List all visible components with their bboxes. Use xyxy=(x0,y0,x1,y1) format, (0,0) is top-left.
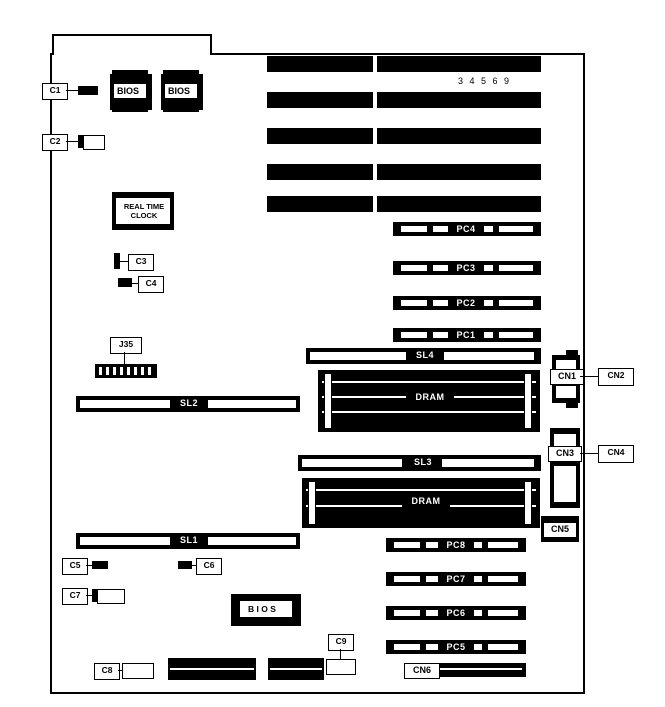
callout-cn2: CN2 xyxy=(598,368,634,386)
j35-pin-4 xyxy=(120,367,123,375)
j35-pin-6 xyxy=(134,367,137,375)
real-time-clock-label: REAL TIME CLOCK xyxy=(123,202,165,220)
j35-pin-8 xyxy=(148,367,151,375)
isa-slot-sl2-label: SL2 xyxy=(170,398,208,409)
bottom-pin-field-2-gap xyxy=(270,668,322,670)
leader-c2 xyxy=(66,141,78,142)
callout-c7: C7 xyxy=(62,588,88,605)
dram-bank-2-end-right xyxy=(524,481,532,525)
pci-slot-pc6-label: PC6 xyxy=(438,608,474,619)
j35-pin-5 xyxy=(127,367,130,375)
j35-pin-3 xyxy=(113,367,116,375)
callout-c5: C5 xyxy=(62,558,88,575)
callout-c9: C9 xyxy=(328,634,354,651)
dram-bank-1-end-left xyxy=(324,373,332,429)
callout-c4: C4 xyxy=(138,276,164,293)
leader-c1 xyxy=(66,90,78,91)
pci-slot-pc8-label: PC8 xyxy=(438,540,474,551)
bios-chip-2-pins-bottom xyxy=(163,108,199,112)
memory-bank-bar-1 xyxy=(267,56,541,72)
cn1-label: CN1 xyxy=(550,369,584,385)
callout-c6: C6 xyxy=(196,558,222,575)
callout-c8: C8 xyxy=(94,663,120,680)
bios-chip-2-pins-top xyxy=(163,70,199,74)
bios-chip-1-pins-top xyxy=(112,70,148,74)
pci-slot-pc3-label: PC3 xyxy=(448,263,484,274)
pci-slot-pc4-label: PC4 xyxy=(448,224,484,235)
dram-bank-1-end-right xyxy=(524,373,532,429)
leader-cn4 xyxy=(580,453,598,454)
dram-bank-1-row-gap-3 xyxy=(322,411,536,413)
j35-pin-1 xyxy=(99,367,102,375)
isa-slot-sl4-label: SL4 xyxy=(406,350,444,361)
j35-pin-2 xyxy=(106,367,109,375)
leader-j35 xyxy=(124,352,125,364)
pci-slot-pc2-label: PC2 xyxy=(448,298,484,309)
dram-bank-2-label: DRAM xyxy=(402,496,450,507)
c1-connector xyxy=(78,86,98,95)
callout-c1: C1 xyxy=(42,83,68,100)
pci-slot-pc7-label: PC7 xyxy=(438,574,474,585)
dram-bank-1-label: DRAM xyxy=(406,392,454,403)
dram-bank-2-end-left xyxy=(308,481,316,525)
cn1-tab-top xyxy=(566,350,578,355)
bottom-pin-field-1-gap xyxy=(170,668,254,670)
isa-slot-sl3-label: SL3 xyxy=(404,457,442,468)
c8-connector xyxy=(122,663,154,679)
pci-slot-pc5-label: PC5 xyxy=(438,642,474,653)
isa-slot-sl1-label: SL1 xyxy=(170,535,208,546)
cn1-connector-inner2 xyxy=(556,386,576,398)
leader-c3 xyxy=(120,261,128,262)
memory-bank-bar-4 xyxy=(267,164,541,180)
bios-chip-bottom-label: B I O S xyxy=(248,604,276,614)
callout-cn4: CN4 xyxy=(598,445,634,463)
board-label-numbers: 3 4 5 6 9 xyxy=(458,76,512,86)
callout-c2: C2 xyxy=(42,134,68,151)
j35-pin-7 xyxy=(141,367,144,375)
memory-bank-bar-2 xyxy=(267,92,541,108)
cn3-connector-inner2 xyxy=(554,466,576,502)
bios-chip-1-pins-bottom xyxy=(112,108,148,112)
c2-connector-body xyxy=(83,135,105,150)
pci-slot-pc1-label: PC1 xyxy=(448,330,484,341)
c7-connector-body xyxy=(97,589,125,604)
memory-bank-bar-5 xyxy=(267,196,541,212)
cn3-label: CN3 xyxy=(548,446,582,462)
board-notch-step xyxy=(210,34,212,55)
c5-connector xyxy=(92,561,108,569)
dram-bank-2-row-gap-1 xyxy=(306,489,536,491)
bios-chip-1-label: BIOS xyxy=(117,86,140,96)
board-notch-cover xyxy=(54,51,210,56)
bios-chip-2-label: BIOS xyxy=(168,86,191,96)
dram-bank-1-row-gap-1 xyxy=(322,381,536,383)
cn6-label: CN6 xyxy=(404,663,440,679)
cn3-connector-inner xyxy=(554,434,576,446)
leader-cn2 xyxy=(580,376,598,377)
cn6-connector-gap xyxy=(440,668,522,670)
callout-c3: C3 xyxy=(128,254,154,271)
memory-bank-bar-3 xyxy=(267,128,541,144)
leader-c9 xyxy=(340,649,341,659)
cn1-tab-bottom xyxy=(566,403,578,408)
c6-connector xyxy=(178,561,192,569)
cn5-label: CN5 xyxy=(543,522,577,538)
c9-connector xyxy=(326,659,356,675)
c4-connector xyxy=(118,278,132,287)
callout-j35: J35 xyxy=(110,337,142,354)
